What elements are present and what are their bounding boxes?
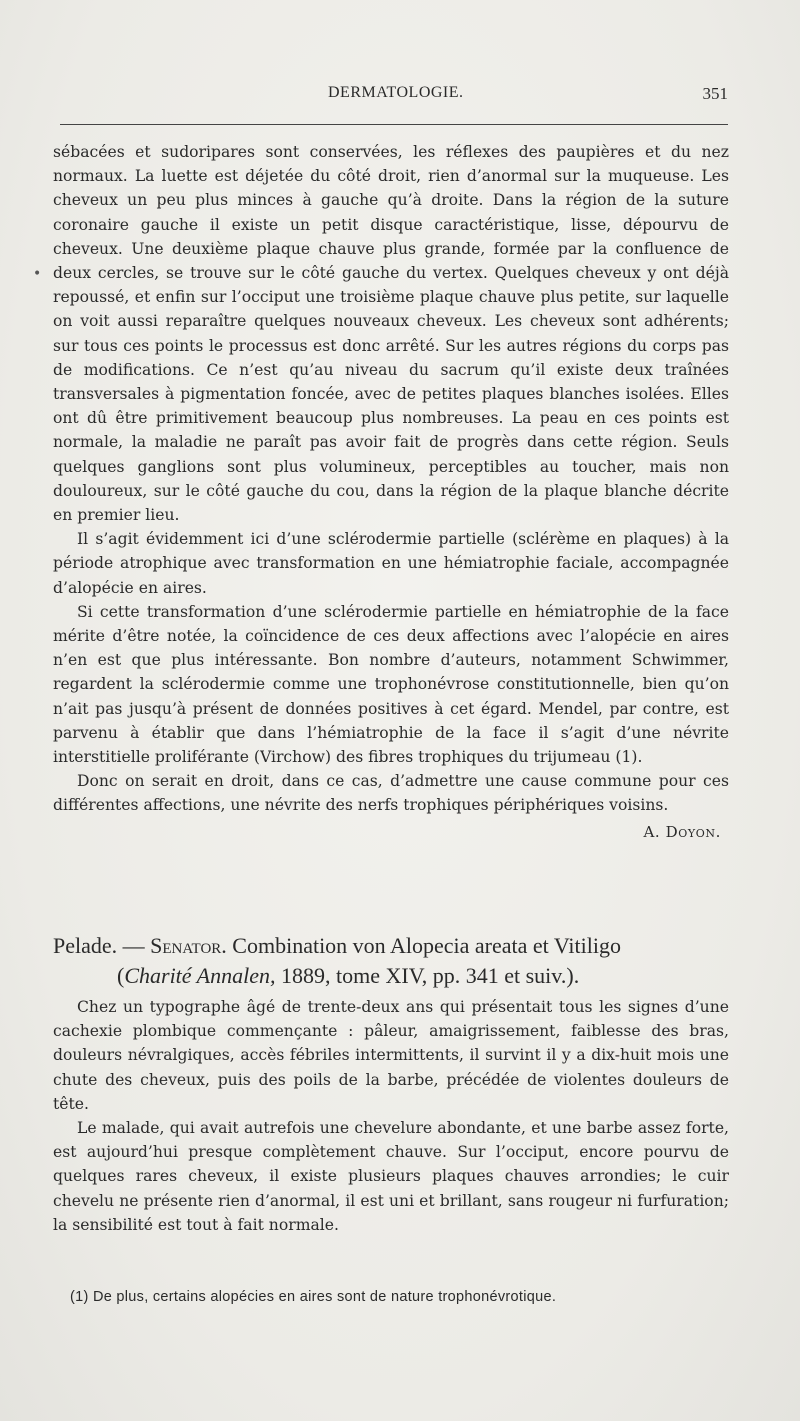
paragraph: sébacées et sudoripares sont conservées, les réflexes des paupières et du nez normaux. La luette est déjetée du côté droit, rien d’anormal sur la muqueuse. Les cheveux un peu plus minces à gauche qu’à droite. Dans la région de la suture coronaire gauche il existe un petit disque caractéristique, lisse, dépourvu de cheveux. Une deuxième plaque chauve plus grande, formée par la confluence de deux cercles, se trouve sur le côté gauche du vertex. Quelques cheveux y ont déjà repoussé, et enfin sur l’occiput une troisième plaque chauve plus petite, sur laquelle on voit aussi reparaître quelques nouveaux cheveux. Les cheveux sont adhérents; sur tous ces points le processus est donc arrêté. Sur les autres régions du corps pas de modifications. Ce n’est qu’au niveau du sacrum qu’il existe deux traînées transversales à pigmentation foncée, avec de petites plaques blanches isolées. Elles ont dû être primitivement beaucoup plus nombreuses. La peau en ces points est normale, la maladie ne paraît pas avoir fait de progrès dans cette région. Seuls quelques ganglions sont plus volumineux, perceptibles au toucher, mais non douloureux, sur le côté gauche du cou, dans la région de la plaque blanche décrite en premier lieu.	[53, 143, 729, 525]
article-heading	[53, 931, 729, 991]
article-body-2	[53, 995, 729, 1237]
heading-subject: Pelade.	[53, 933, 118, 958]
article-body-1	[53, 140, 729, 844]
margin-mark: •	[33, 266, 42, 282]
header-rule	[60, 124, 728, 125]
heading-author: Senator.	[150, 933, 227, 958]
signature	[53, 820, 729, 844]
paragraph: Chez un typographe âgé de trente-deux ans qui présentait tous les signes d’une cachexie plombique commençante : pâleur, amaigrissement, faiblesse des bras, douleurs névralgiques, accès fébriles intermittents, il survint il y a dix-huit mois une chute des cheveux, puis des poils de la barbe, précédée de violentes douleurs de tête.	[53, 998, 729, 1113]
page-number: 351	[702, 84, 728, 103]
paragraph: Il s’agit évidemment ici d’une sclérodermie partielle (sclérème en plaques) à la période atrophique avec transformation en une hémiatrophie faciale, accompagnée d’alopécie en aires.	[53, 530, 729, 597]
signature-text: A. Doyon.	[643, 822, 721, 841]
heading-dash: —	[117, 933, 151, 958]
paragraph: Donc on serait en droit, dans ce cas, d’admettre une cause commune pour ces différentes affections, une névrite des nerfs trophiques périphériques voisins.	[53, 772, 729, 815]
paragraph: Si cette transformation d’une sclérodermie partielle en hémiatrophie de la face mérite d’être notée, la coïncidence de ces deux affections avec l’alopécie en aires n’en est que plus intéressante. Bon nombre d’auteurs, notamment Schwimmer, regardent la sclérodermie comme une trophonévrose constitutionnelle, bien qu’on n’ait pas jusqu’à présent de données positives à cet égard. Mendel, par contre, est parvenu à établir que dans l’hémiatrophie de la face il s’agit d’une névrite interstitielle proliférante (Virchow) des fibres trophiques du trijumeau (1).	[53, 602, 729, 767]
paragraph: Le malade, qui avait autrefois une chevelure abondante, et une barbe assez forte, est aujourd’hui presque complètement chauve. Sur l’occiput, encore pourvu de quelques rares cheveux, il existe plusieurs plaques chauves arrondies; le cuir chevelu ne présente rien d’anormal, il est uni et brillant, sans rougeur ni furfuration; la sensibilité est tout à fait normale.	[53, 1119, 729, 1234]
heading-title: Combination von Alopecia areata et Vitiligo	[226, 933, 621, 958]
heading-journal: Charité Annalen,	[124, 963, 276, 988]
footnote: (1) De plus, certains alopécies en aires sont de nature trophonévrotique.	[70, 1289, 557, 1305]
running-header	[60, 84, 728, 108]
running-title: DERMATOLOGIE.	[328, 84, 464, 101]
heading-source: (Charité Annalen, 1889, tome XIV, pp. 341 et suiv.).	[117, 963, 580, 988]
